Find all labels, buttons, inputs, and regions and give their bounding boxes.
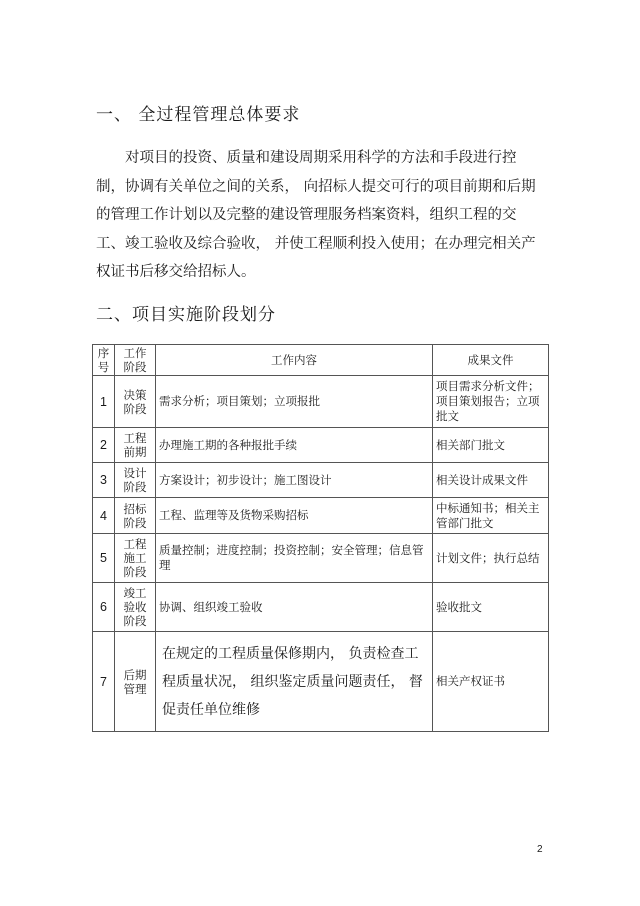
row-no: 3 (93, 463, 115, 498)
row-result: 相关产权证书 (433, 632, 549, 732)
header-no: 序号 (93, 345, 115, 376)
table-row (93, 428, 549, 463)
row-content: 方案设计；初步设计；施工图设计 (156, 463, 433, 498)
row-no: 1 (93, 376, 115, 428)
table-row (93, 463, 549, 498)
section-1-heading: 一、 全过程管理总体要求 (96, 105, 301, 125)
phase-table (92, 344, 549, 732)
paragraph-line: 权证书后移交给招标人。 (96, 264, 256, 280)
row-content: 需求分析；项目策划；立项报批 (156, 376, 433, 428)
row-no: 7 (93, 632, 115, 732)
row-stage: 后期管理 (115, 632, 156, 732)
row-result: 相关设计成果文件 (433, 463, 549, 498)
row-no: 6 (93, 583, 115, 632)
row-content: 工程、监理等及货物采购招标 (156, 498, 433, 534)
row-result: 项目需求分析文件；项目策划报告；立项批文 (433, 376, 549, 428)
row-content: 质量控制；进度控制；投资控制；安全管理；信息管理 (156, 534, 433, 583)
table-header-row (93, 345, 549, 376)
row-result: 中标通知书；相关主管部门批文 (433, 498, 549, 534)
paragraph-line: 制，协调有关单位之间的关系， 向招标人提交可行的项目前期和后期 (96, 178, 536, 195)
row-stage: 决策阶段 (115, 376, 156, 428)
section-1-paragraph (96, 144, 556, 287)
row-no: 4 (93, 498, 115, 534)
row-stage: 工程前期 (115, 428, 156, 463)
table-row (93, 632, 549, 732)
table-row (93, 583, 549, 632)
row-stage: 竣工验收阶段 (115, 583, 156, 632)
row-content: 办理施工期的各种报批手续 (156, 428, 433, 463)
row-stage: 工程施工阶段 (115, 534, 156, 583)
header-result: 成果文件 (433, 345, 549, 376)
table-row (93, 376, 549, 428)
table-row (93, 534, 549, 583)
row-content: 在规定的工程质量保修期内， 负责检查工程质量状况， 组织鉴定质量问题责任， 督促责任单位维修 (156, 632, 433, 732)
table-row (93, 498, 549, 534)
header-content: 工作内容 (156, 345, 433, 376)
section-2-heading: 二、项目实施阶段划分 (96, 305, 276, 325)
row-result: 计划文件；执行总结 (433, 534, 549, 583)
row-stage: 招标阶段 (115, 498, 156, 534)
page-number: 2 (537, 844, 543, 855)
row-result: 验收批文 (433, 583, 549, 632)
row-no: 5 (93, 534, 115, 583)
paragraph-line: 工、竣工验收及综合验收， 并使工程顺利投入使用；在办理完相关产 (96, 235, 536, 252)
paragraph-line: 的管理工作计划以及完整的建设管理服务档案资料，组织工程的交 (96, 207, 517, 223)
row-result: 相关部门批文 (433, 428, 549, 463)
row-no: 2 (93, 428, 115, 463)
row-content: 协调、组织竣工验收 (156, 583, 433, 632)
header-stage: 工作阶段 (115, 345, 156, 376)
paragraph-line: 对项目的投资、质量和建设周期采用科学的方法和手段进行控 (125, 150, 517, 166)
row-stage: 设计阶段 (115, 463, 156, 498)
